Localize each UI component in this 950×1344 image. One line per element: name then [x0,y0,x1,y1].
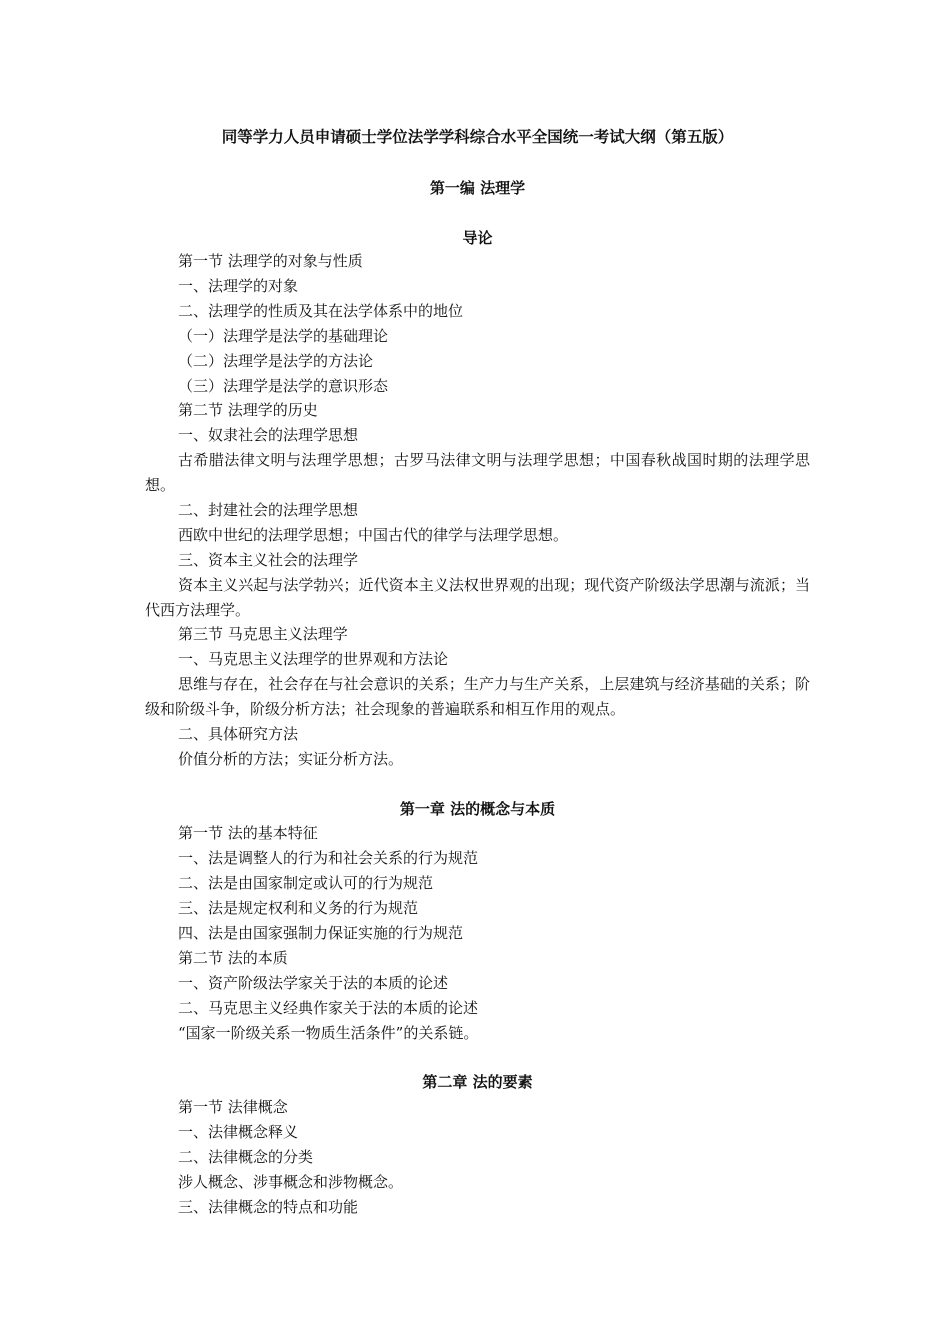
text-line: 三、法律概念的特点和功能 [178,1198,359,1216]
paragraph: 资本主义兴起与法学勃兴；近代资本主义法权世界观的出现；现代资产阶级法学思潮与流派；当代西方法理学。 [145,576,810,619]
text-line: 三、资本主义社会的法理学 [178,551,359,569]
text-line: 第一节 法理学的对象与性质 [178,252,363,270]
text-line: 一、资产阶级法学家关于法的本质的论述 [178,974,449,992]
text-line: 二、封建社会的法理学思想 [178,501,359,519]
chapter-heading: 第二章 法的要素 [422,1073,533,1091]
text-line: 二、法律概念的分类 [178,1148,314,1166]
text-line: 第一节 法律概念 [178,1098,288,1116]
text-line: 第三节 马克思主义法理学 [178,625,348,643]
document-title: 同等学力人员申请硕士学位法学学科综合水平全国统一考试大纲（第五版） [221,128,734,146]
text-line: 一、法是调整人的行为和社会关系的行为规范 [178,849,479,867]
text-line: 二、具体研究方法 [178,725,299,743]
text-line: （三）法理学是法学的意识形态 [178,377,389,395]
paragraph: 思维与存在，社会存在与社会意识的关系；生产力与生产关系，上层建筑与经济基础的关系；阶级和阶级斗争，阶级分析方法；社会现象的普遍联系和相互作用的观点。 [145,675,810,718]
text-line: （一）法理学是法学的基础理论 [178,327,389,345]
text-line: （二）法理学是法学的方法论 [178,352,374,370]
text-line: 一、法理学的对象 [178,277,299,295]
text-line: 一、马克思主义法理学的世界观和方法论 [178,650,449,668]
text-line: 二、法是由国家制定或认可的行为规范 [178,874,434,892]
text-line: 一、法律概念释义 [178,1123,299,1141]
text-line: 第一节 法的基本特征 [178,824,318,842]
text-line: 一、奴隶社会的法理学思想 [178,426,359,444]
text-line: 二、法理学的性质及其在法学体系中的地位 [178,302,464,320]
text-line: 第二节 法的本质 [178,949,288,967]
text-line: 二、马克思主义经典作家关于法的本质的论述 [178,999,479,1017]
text-line: 涉人概念、涉事概念和涉物概念。 [178,1173,404,1191]
chapter-heading: 第一章 法的概念与本质 [399,800,556,818]
text-line: 第二节 法理学的历史 [178,401,318,419]
text-line: 三、法是规定权利和义务的行为规范 [178,899,419,917]
part-title: 第一编 法理学 [429,179,526,197]
text-line: 价值分析的方法；实证分析方法。 [178,750,404,768]
text-line: 四、法是由国家强制力保证实施的行为规范 [178,924,464,942]
paragraph: 古希腊法律文明与法理学思想；古罗马法律文明与法理学思想；中国春秋战国时期的法理学思想。 [145,451,810,494]
text-line: “国家一阶级关系一物质生活条件”的关系链。 [178,1024,479,1042]
text-line: 西欧中世纪的法理学思想；中国古代的律学与法理学思想。 [178,526,569,544]
section-heading-intro: 导论 [462,229,493,247]
